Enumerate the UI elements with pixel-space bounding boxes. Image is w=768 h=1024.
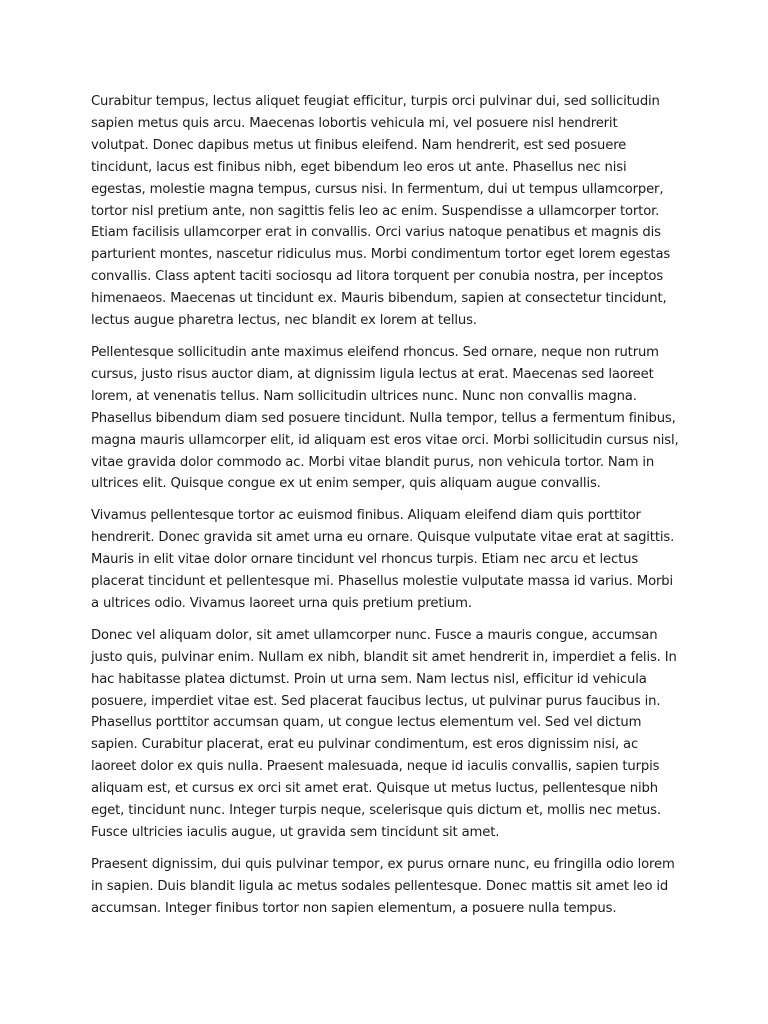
paragraph-2: Pellentesque sollicitudin ante maximus eleifend rhoncus. Sed ornare, neque non rutrum cursus, justo risus auctor diam, at dignissim ligula lectus at erat. Maecenas sed laoreet lorem, at venenatis tellus. Nam sollicitudin ultrices nunc. Nunc non convallis magna. Phasellus bibendum diam sed posuere tincidunt. Nulla tempor, tellus a fermentum finibus, magna mauris ullamcorper elit, id aliquam est eros vitae orci. Morbi sollicitudin cursus nisl, vitae gravida dolor commodo ac. Morbi vitae blandit purus, non vehicula tortor. Nam in ultrices elit. Quisque congue ex ut enim semper, quis aliquam augue convallis.: [91, 344, 679, 492]
paragraph-4: Donec vel aliquam dolor, sit amet ullamcorper nunc. Fusce a mauris congue, accumsan justo quis, pulvinar enim. Nullam ex nibh, blandit sit amet hendrerit in, imperdiet a felis. In hac habitasse platea dictumst. Proin ut urna sem. Nam lectus nisl, efficitur id vehicula posuere, imperdiet vitae est. Sed placerat faucibus lectus, ut pulvinar purus faucibus in. Phasellus porttitor accumsan quam, ut congue lectus elementum vel. Sed vel dictum sapien. Curabitur placerat, erat eu pulvinar condimentum, est eros dignissim nisi, ac laoreet dolor ex quis nulla. Praesent malesuada, neque id iaculis convallis, sapien turpis aliquam est, et cursus ex orci sit amet erat. Quisque ut metus luctus, pellentesque nibh eget, tincidunt nunc. Integer turpis neque, scelerisque quis dictum et, mollis nec metus. Fusce ultricies iaculis augue, ut gravida sem tincidunt sit amet.: [91, 627, 677, 840]
paragraph-3: Vivamus pellentesque tortor ac euismod finibus. Aliquam eleifend diam quis porttitor hendrerit. Donec gravida sit amet urna eu ornare. Quisque vulputate vitae erat at sagittis. Mauris in elit vitae dolor ornare tincidunt vel rhoncus turpis. Etiam nec arcu et lectus placerat tincidunt et pellentesque mi. Phasellus molestie vulputate massa id varius. Morbi a ultrices odio. Vivamus laoreet urna quis pretium pretium.: [91, 508, 675, 611]
paragraph-5: Praesent dignissim, dui quis pulvinar tempor, ex purus ornare nunc, eu fringilla odio lorem in sapien. Duis blandit ligula ac metus sodales pellentesque. Donec mattis sit amet leo id accumsan. Integer finibus tortor non sapien elementum, a posuere nulla tempus.: [91, 856, 675, 916]
document-page: [91, 91, 679, 930]
paragraph-1: Curabitur tempus, lectus aliquet feugiat efficitur, turpis orci pulvinar dui, sed sollicitudin sapien metus quis arcu. Maecenas lobortis vehicula mi, vel posuere nisl hendrerit volutpat. Donec dapibus metus ut finibus eleifend. Nam hendrerit, est sed posuere tincidunt, lacus est finibus nibh, eget bibendum leo eros ut ante. Phasellus nec nisi egestas, molestie magna tempus, cursus nisi. In fermentum, dui ut tempus ullamcorper, tortor nisl pretium ante, non sagittis felis leo ac enim. Suspendisse a ullamcorper tortor. Etiam facilisis ullamcorper erat in convallis. Orci varius natoque penatibus et magnis dis parturient montes, nascetur ridiculus mus. Morbi condimentum tortor eget lorem egestas convallis. Class aptent taciti sociosqu ad litora torquent per conubia nostra, per inceptos himenaeos. Maecenas ut tincidunt ex. Mauris bibendum, sapien at consectetur tincidunt, lectus augue pharetra lectus, nec blandit ex lorem at tellus.: [91, 94, 671, 329]
